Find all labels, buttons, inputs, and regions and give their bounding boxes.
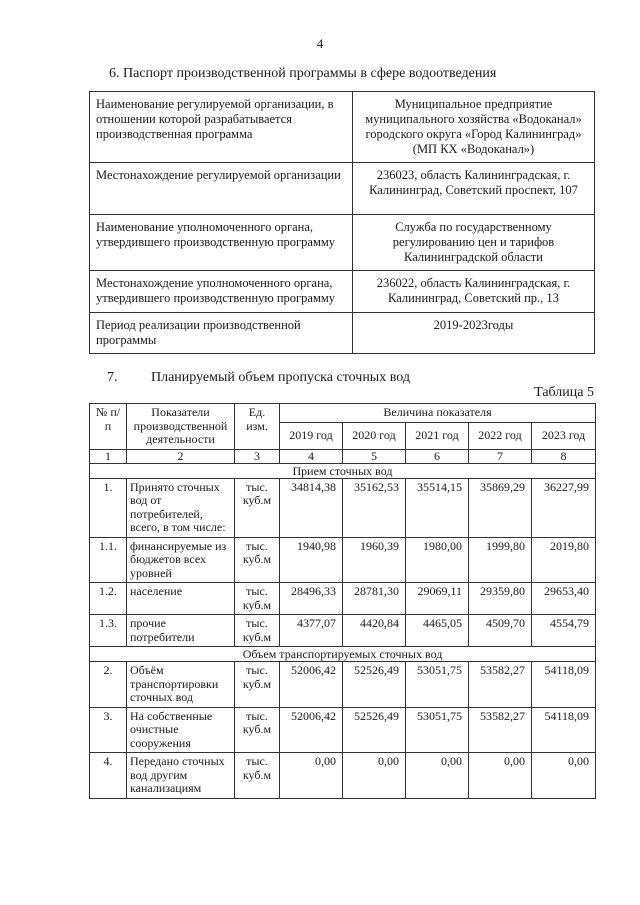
passport-table bbox=[89, 91, 595, 354]
row-value: 0,00 bbox=[406, 753, 469, 799]
table-row bbox=[90, 753, 596, 799]
row-value: 53051,75 bbox=[406, 707, 469, 753]
section-6-heading: 6. Паспорт производственной программы в сфере водоотведения bbox=[109, 66, 497, 81]
column-index: 8 bbox=[532, 449, 596, 463]
row-value: 0,00 bbox=[343, 753, 406, 799]
section-7-title: Планируемый объем пропуска сточных вод bbox=[151, 370, 410, 385]
table-row bbox=[90, 662, 596, 708]
row-num: 1.2. bbox=[90, 583, 127, 615]
header-year: 2021 год bbox=[406, 422, 469, 449]
row-unit: тыс. куб.м bbox=[235, 707, 280, 753]
passport-row bbox=[90, 215, 595, 271]
header-num: № п/п bbox=[90, 404, 127, 450]
section-title: Объем транспортируемых сточных вод bbox=[90, 647, 596, 662]
passport-row bbox=[90, 92, 595, 163]
section-row bbox=[90, 647, 596, 662]
section-7-heading bbox=[107, 370, 410, 386]
passport-row bbox=[90, 313, 595, 354]
row-name: Объём транспортировки сточных вод bbox=[127, 662, 235, 708]
row-name: Передано сточных вод другим канализациям bbox=[127, 753, 235, 799]
row-value: 35162,53 bbox=[343, 478, 406, 537]
row-value: 52006,42 bbox=[280, 662, 343, 708]
column-index: 6 bbox=[406, 449, 469, 463]
row-value: 35869,29 bbox=[469, 478, 532, 537]
row-value: 1980,00 bbox=[406, 537, 469, 583]
header-year: 2020 год bbox=[343, 422, 406, 449]
row-value: 1999,80 bbox=[469, 537, 532, 583]
row-value: 34814,38 bbox=[280, 478, 343, 537]
row-num: 1. bbox=[90, 478, 127, 537]
row-unit: тыс. куб.м bbox=[235, 753, 280, 799]
passport-field-value: 236022, область Калининградская, г. Калининград, Советский пр., 13 bbox=[353, 271, 595, 313]
passport-field-value: 2019-2023годы bbox=[353, 313, 595, 354]
row-unit: тыс. куб.м bbox=[235, 478, 280, 537]
header-indicator: Показатели производственной деятельности bbox=[127, 404, 235, 450]
header-row bbox=[90, 404, 596, 423]
column-index: 7 bbox=[469, 449, 532, 463]
table-caption: Таблица 5 bbox=[534, 385, 594, 400]
row-name: население bbox=[127, 583, 235, 615]
row-value: 53582,27 bbox=[469, 707, 532, 753]
table-row bbox=[90, 707, 596, 753]
passport-field-name: Наименование уполномоченного органа, утвердившего производственную программу bbox=[90, 215, 353, 271]
column-index: 2 bbox=[127, 449, 235, 463]
row-value: 4509,70 bbox=[469, 615, 532, 647]
section-row bbox=[90, 463, 596, 478]
row-value: 4465,05 bbox=[406, 615, 469, 647]
row-num: 3. bbox=[90, 707, 127, 753]
column-index-row bbox=[90, 449, 596, 463]
row-num: 1.1. bbox=[90, 537, 127, 583]
row-num: 4. bbox=[90, 753, 127, 799]
row-value: 2019,80 bbox=[532, 537, 596, 583]
row-value: 54118,09 bbox=[532, 662, 596, 708]
row-value: 29069,11 bbox=[406, 583, 469, 615]
row-value: 29359,80 bbox=[469, 583, 532, 615]
row-value: 36227,99 bbox=[532, 478, 596, 537]
column-index: 3 bbox=[235, 449, 280, 463]
row-unit: тыс. куб.м bbox=[235, 615, 280, 647]
wastewater-volume-table bbox=[89, 403, 596, 799]
row-unit: тыс. куб.м bbox=[235, 583, 280, 615]
row-value: 0,00 bbox=[469, 753, 532, 799]
passport-field-name: Местонахождение уполномоченного органа, утвердившего производственную программу bbox=[90, 271, 353, 313]
header-value-group: Величина показателя bbox=[280, 404, 596, 423]
row-name: Принято сточных вод от потребителей, всего, в том числе: bbox=[127, 478, 235, 537]
table-row bbox=[90, 478, 596, 537]
row-name: прочие потребители bbox=[127, 615, 235, 647]
row-value: 52006,42 bbox=[280, 707, 343, 753]
row-value: 54118,09 bbox=[532, 707, 596, 753]
row-num: 2. bbox=[90, 662, 127, 708]
passport-field-name: Наименование регулируемой организации, в отношении которой разрабатывается производственная программа bbox=[90, 92, 353, 163]
header-year: 2023 год bbox=[532, 422, 596, 449]
table-row bbox=[90, 583, 596, 615]
row-value: 28496,33 bbox=[280, 583, 343, 615]
column-index: 1 bbox=[90, 449, 127, 463]
row-value: 0,00 bbox=[532, 753, 596, 799]
row-value: 52526,49 bbox=[343, 662, 406, 708]
header-year: 2019 год bbox=[280, 422, 343, 449]
column-index: 5 bbox=[343, 449, 406, 463]
column-index: 4 bbox=[280, 449, 343, 463]
section-title: Прием сточных вод bbox=[90, 463, 596, 478]
passport-field-value: Служба по государственному регулированию цен и тарифов Калининградской области bbox=[353, 215, 595, 271]
table-row bbox=[90, 615, 596, 647]
row-value: 4377,07 bbox=[280, 615, 343, 647]
row-value: 4420,84 bbox=[343, 615, 406, 647]
table-row bbox=[90, 537, 596, 583]
header-unit: Ед. изм. bbox=[235, 404, 280, 450]
row-value: 29653,40 bbox=[532, 583, 596, 615]
row-unit: тыс. куб.м bbox=[235, 537, 280, 583]
header-year: 2022 год bbox=[469, 422, 532, 449]
passport-field-value: Муниципальное предприятие муниципального хозяйства «Водоканал» городского округа «Город Калининград» (МП КХ «Водоканал») bbox=[353, 92, 595, 163]
row-value: 4554,79 bbox=[532, 615, 596, 647]
row-value: 28781,30 bbox=[343, 583, 406, 615]
passport-row bbox=[90, 271, 595, 313]
row-num: 1.3. bbox=[90, 615, 127, 647]
row-value: 52526,49 bbox=[343, 707, 406, 753]
row-name: финансируемые из бюджетов всех уровней bbox=[127, 537, 235, 583]
row-value: 35514,15 bbox=[406, 478, 469, 537]
row-unit: тыс. куб.м bbox=[235, 662, 280, 708]
section-7-number: 7. bbox=[107, 370, 118, 385]
row-value: 53051,75 bbox=[406, 662, 469, 708]
row-value: 0,00 bbox=[280, 753, 343, 799]
passport-field-name: Период реализации производственной программы bbox=[90, 313, 353, 354]
row-value: 1960,39 bbox=[343, 537, 406, 583]
passport-row bbox=[90, 163, 595, 215]
row-value: 53582,27 bbox=[469, 662, 532, 708]
passport-field-name: Местонахождение регулируемой организации bbox=[90, 163, 353, 215]
row-name: На собственные очистные сооружения bbox=[127, 707, 235, 753]
page-number: 4 bbox=[316, 36, 324, 51]
row-value: 1940,98 bbox=[280, 537, 343, 583]
passport-field-value: 236023, область Калининградская, г. Калининград, Советский проспект, 107 bbox=[353, 163, 595, 215]
